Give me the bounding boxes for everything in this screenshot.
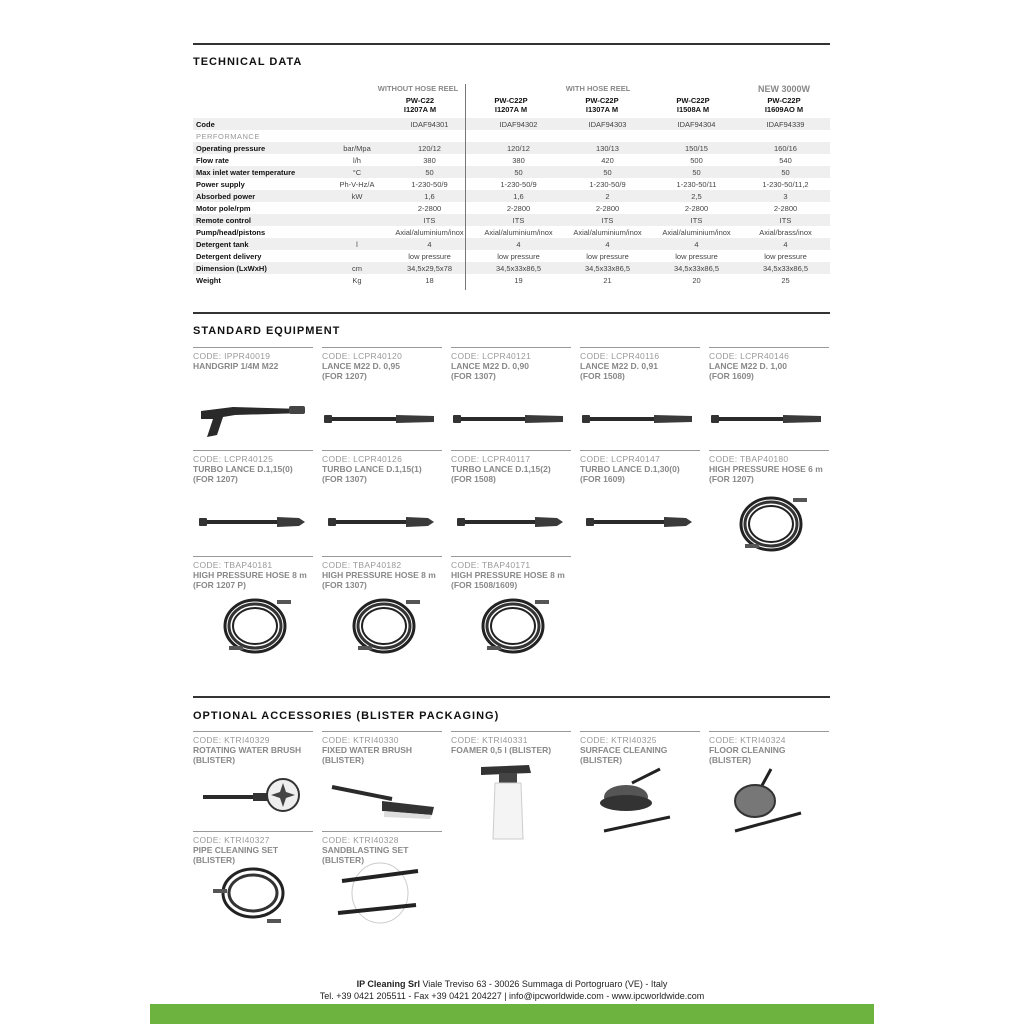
row-unit (329, 118, 385, 130)
product-divider (193, 731, 313, 732)
brand-color-bar (150, 1004, 874, 1024)
table-row (193, 190, 830, 202)
group-new-3000w: NEW 3000W (757, 84, 810, 94)
table-row (193, 130, 830, 142)
optional-accessories-title: OPTIONAL ACCESSORIES (BLISTER PACKAGING) (193, 710, 500, 722)
product-divider (451, 556, 571, 557)
row-value: 1,6 (474, 190, 563, 202)
product-card (193, 731, 313, 765)
model-name-line: PW-C22P (585, 96, 619, 105)
footer-contacts: Tel. +39 0421 205511 - Fax +39 0421 204227 | info@ipcworldwide.com - www.ipcworldwide.com (319, 991, 705, 1001)
product-card (451, 731, 571, 755)
foamer-icon (451, 755, 571, 850)
surface-cleaner-icon (580, 761, 700, 846)
product-code: CODE: LCPR40146 (709, 351, 790, 361)
row-value: 34,5x33x86,5 (563, 262, 652, 274)
row-value: 150/15 (652, 142, 741, 154)
hose-icon (451, 590, 571, 665)
product-card (709, 450, 829, 484)
company-address: Viale Treviso 63 - 30026 Summaga di Portogruaro (VE) - Italy (419, 979, 668, 989)
row-unit: l/h (353, 155, 361, 165)
row-value: 420 (601, 155, 614, 165)
row-value (652, 130, 741, 142)
product-card (322, 450, 442, 484)
product-card (322, 731, 442, 765)
row-value: 34,5x29,5x78 (385, 262, 474, 274)
model-name-line: I1609AO M (764, 105, 804, 114)
standard-equipment-title: STANDARD EQUIPMENT (193, 325, 341, 337)
product-divider (193, 831, 313, 832)
product-card (322, 556, 442, 590)
row-value: ITS (652, 214, 741, 226)
product-card (709, 731, 829, 765)
rotating-brush-icon (193, 767, 313, 832)
product-code: CODE: TBAP40180 (709, 454, 789, 464)
row-value: 1,6 (385, 190, 474, 202)
row-value: ITS (563, 214, 652, 226)
row-value: Axial/aluminium/inox (395, 227, 464, 237)
row-value: 50 (385, 166, 474, 178)
row-value: ITS (385, 214, 474, 226)
row-value: 4 (385, 238, 474, 250)
row-value: 34,5x33x86,5 (474, 262, 563, 274)
row-value: ITS (474, 214, 563, 226)
model-name-line: PW-C22 (405, 96, 435, 105)
product-name: HIGH PRESSURE HOSE 8 m (FOR 1207 P) (193, 570, 307, 590)
row-unit (329, 202, 385, 214)
product-code: CODE: LCPR40117 (451, 454, 531, 464)
product-divider (193, 556, 313, 557)
product-divider (709, 347, 829, 348)
product-divider (451, 731, 571, 732)
product-divider (451, 450, 571, 451)
row-unit: l (329, 238, 385, 250)
row-label: Weight (196, 275, 221, 285)
table-row (193, 274, 830, 286)
product-name: LANCE M22 D. 0,95 (FOR 1207) (322, 361, 400, 381)
row-value: 50 (474, 166, 563, 178)
row-value: Axial/aluminium/inox (573, 227, 642, 237)
row-label: Code (193, 118, 329, 130)
row-label: Dimension (LxWxH) (193, 262, 329, 274)
hose-icon (193, 590, 313, 665)
pipe-cleaning-icon (193, 859, 313, 934)
hose-icon (709, 488, 829, 563)
product-card (709, 347, 829, 381)
row-label: PERFORMANCE (196, 131, 260, 141)
product-code: CODE: LCPR40121 (451, 351, 532, 361)
product-card (451, 450, 571, 484)
model-name (740, 96, 828, 114)
row-value: 50 (563, 166, 652, 178)
group-with-hose-reel: WITH HOSE REEL (565, 84, 631, 93)
model-name (649, 96, 737, 114)
product-divider (322, 831, 442, 832)
product-code: CODE: TBAP40181 (193, 560, 273, 570)
product-name: LANCE M22 D. 0,90 (FOR 1307) (451, 361, 529, 381)
row-value: low pressure (675, 251, 718, 261)
row-value: 1-230-50/9 (500, 179, 537, 189)
product-name: HIGH PRESSURE HOSE 6 m (FOR 1207) (709, 464, 823, 484)
product-name: HIGH PRESSURE HOSE 8 m (FOR 1508/1609) (451, 570, 565, 590)
table-row (193, 166, 830, 178)
sandblasting-icon (322, 855, 442, 940)
row-unit: °C (329, 166, 385, 178)
model-name-line: I1508A M (676, 105, 710, 114)
footer (0, 978, 1024, 1002)
row-value: 4 (652, 238, 741, 250)
row-label: Absorbed power (193, 190, 329, 202)
product-name: LANCE M22 D. 0,91 (FOR 1508) (580, 361, 658, 381)
row-value: 2-2800 (595, 203, 620, 213)
product-name: FLOOR CLEANING (BLISTER) (709, 745, 786, 765)
row-value: 19 (514, 275, 523, 285)
table-row (193, 262, 830, 274)
row-value: low pressure (586, 251, 629, 261)
specs-table (193, 118, 830, 286)
row-value: 500 (690, 155, 703, 165)
row-value: 50 (652, 166, 741, 178)
product-card (322, 831, 442, 865)
row-value: Axial/brass/inox (759, 227, 812, 237)
row-value: 2-2800 (417, 203, 442, 213)
row-value: 50 (741, 166, 830, 178)
product-divider (193, 450, 313, 451)
model-name (558, 96, 646, 114)
row-value: 1-230-50/9 (589, 179, 626, 189)
row-label: Flow rate (196, 155, 229, 165)
product-card (193, 831, 313, 865)
row-unit: bar/Mpa (329, 142, 385, 154)
row-value: 4 (741, 238, 830, 250)
row-value: 1-230-50/11,2 (762, 179, 809, 189)
product-name: FIXED WATER BRUSH (BLISTER) (322, 745, 413, 765)
product-name: TURBO LANCE D.1,30(0) (FOR 1609) (580, 464, 680, 484)
table-row (193, 238, 830, 250)
row-value: 2-2800 (506, 203, 531, 213)
row-value: 540 (779, 155, 792, 165)
product-name: HIGH PRESSURE HOSE 8 m (FOR 1307) (322, 570, 436, 590)
row-value: IDAF94302 (474, 118, 563, 130)
row-value: low pressure (408, 251, 451, 261)
row-value: 1-230-50/9 (411, 179, 448, 189)
table-row (193, 250, 830, 262)
product-code: CODE: KTRI40327 (193, 835, 270, 845)
product-code: CODE: LCPR40125 (193, 454, 274, 464)
row-value: low pressure (497, 251, 540, 261)
row-value (385, 130, 474, 142)
floor-cleaner-icon (709, 761, 829, 846)
row-unit (329, 226, 385, 238)
row-label: Detergent delivery (196, 251, 262, 261)
section-rule (193, 696, 830, 698)
product-code: CODE: TBAP40171 (451, 560, 531, 570)
row-value: 34,5x33x86,5 (652, 262, 741, 274)
product-divider (580, 347, 700, 348)
technical-data-title: TECHNICAL DATA (193, 56, 303, 68)
product-card (322, 347, 442, 381)
lance-icon (709, 399, 829, 444)
product-card (580, 450, 700, 484)
product-code: CODE: KTRI40328 (322, 835, 399, 845)
row-value (563, 130, 652, 142)
row-unit: Kg (352, 275, 362, 285)
row-unit (329, 250, 385, 262)
table-row (193, 214, 830, 226)
product-divider (580, 450, 700, 451)
table-row (193, 154, 830, 166)
row-unit: cm (329, 262, 385, 274)
table-row (193, 178, 830, 190)
section-rule (193, 43, 830, 45)
table-row (193, 202, 830, 214)
row-value: Axial/aluminium/inox (484, 227, 553, 237)
row-unit (329, 214, 385, 226)
product-code: CODE: LCPR40126 (322, 454, 403, 464)
product-divider (451, 347, 571, 348)
product-divider (193, 347, 313, 348)
product-name: ROTATING WATER BRUSH (BLISTER) (193, 745, 302, 765)
product-code: CODE: KTRI40331 (451, 735, 528, 745)
row-label: Power supply (196, 179, 245, 189)
product-code: CODE: LCPR40116 (580, 351, 660, 361)
row-value: 3 (741, 190, 830, 202)
technical-data-table (193, 84, 830, 286)
row-value: 20 (692, 275, 701, 285)
row-label: Motor pole/rpm (196, 203, 251, 213)
product-card (580, 347, 700, 381)
table-row (193, 142, 830, 154)
row-value: 21 (603, 275, 612, 285)
row-value: 120/12 (385, 142, 474, 154)
product-name: SURFACE CLEANING (BLISTER) (580, 745, 668, 765)
product-card (193, 347, 313, 371)
product-name: PIPE CLEANING SET (BLISTER) (193, 845, 279, 865)
product-code: CODE: KTRI40329 (193, 735, 270, 745)
product-code: CODE: TBAP40182 (322, 560, 402, 570)
row-value (474, 130, 563, 142)
lance-icon (451, 399, 571, 444)
row-label: Detergent tank (193, 238, 329, 250)
product-name: TURBO LANCE D.1,15(0) (FOR 1207) (193, 464, 293, 484)
product-divider (322, 347, 442, 348)
table-divider (465, 84, 466, 290)
product-code: CODE: LCPR40147 (580, 454, 661, 464)
product-divider (709, 731, 829, 732)
row-value (741, 130, 830, 142)
turbo-lance-icon (193, 502, 313, 547)
table-row (193, 118, 830, 130)
lance-icon (322, 399, 442, 444)
row-value: 380 (512, 155, 525, 165)
row-value: IDAF94301 (385, 118, 474, 130)
row-unit (329, 130, 385, 142)
row-label: Max inlet water temperature (193, 166, 329, 178)
turbo-lance-icon (322, 502, 442, 547)
table-group-header (193, 84, 830, 96)
product-name: HANDGRIP 1/4M M22 (193, 361, 279, 371)
row-value: 130/13 (563, 142, 652, 154)
model-name (467, 96, 555, 114)
table-row (193, 226, 830, 238)
product-name: FOAMER 0,5 l (BLISTER) (451, 745, 552, 755)
row-label: Remote control (193, 214, 329, 226)
model-name-line: PW-C22P (494, 96, 528, 105)
product-divider (322, 731, 442, 732)
product-name: TURBO LANCE D.1,15(2) (FOR 1508) (451, 464, 551, 484)
row-label: Operating pressure (193, 142, 329, 154)
model-name (376, 96, 464, 114)
product-divider (322, 450, 442, 451)
model-header-row (193, 96, 830, 118)
row-value: 120/12 (474, 142, 563, 154)
row-value: IDAF94339 (741, 118, 830, 130)
lance-icon (580, 399, 700, 444)
row-unit: Ph-V-Hz/A (339, 179, 375, 189)
turbo-lance-icon (580, 502, 700, 547)
row-value: 2,5 (652, 190, 741, 202)
product-card (451, 556, 571, 590)
model-name-line: PW-C22P (767, 96, 801, 105)
product-code: CODE: KTRI40324 (709, 735, 786, 745)
row-value: low pressure (764, 251, 807, 261)
row-value: Axial/aluminium/inox (662, 227, 731, 237)
row-value: 25 (781, 275, 790, 285)
product-code: CODE: LCPR40120 (322, 351, 403, 361)
company-name: IP Cleaning Srl (356, 979, 420, 989)
fixed-brush-icon (322, 767, 442, 832)
row-value: 380 (423, 155, 436, 165)
row-value: 2 (563, 190, 652, 202)
row-value: 18 (425, 275, 434, 285)
row-value: ITS (741, 214, 830, 226)
product-name: LANCE M22 D. 1,00 (FOR 1609) (709, 361, 787, 381)
row-value: 1-230-50/11 (676, 179, 717, 189)
group-without-hose-reel: WITHOUT HOSE REEL (377, 84, 459, 93)
row-label: Pump/head/pistons (196, 227, 266, 237)
product-code: CODE: IPPR40019 (193, 351, 271, 361)
turbo-lance-icon (451, 502, 571, 547)
product-name: SANDBLASTING SET (BLISTER) (322, 845, 409, 865)
product-card (580, 731, 700, 765)
section-rule (193, 312, 830, 314)
model-name-line: I1207A M (494, 105, 528, 114)
row-value: 4 (563, 238, 652, 250)
product-card (451, 347, 571, 381)
product-code: CODE: KTRI40330 (322, 735, 399, 745)
row-value: 34,5x33x86,5 (741, 262, 830, 274)
product-divider (580, 731, 700, 732)
product-divider (709, 450, 829, 451)
row-unit: kW (329, 190, 385, 202)
model-name-line: PW-C22P (676, 96, 710, 105)
row-value: 2-2800 (773, 203, 798, 213)
row-value: IDAF94303 (563, 118, 652, 130)
row-value: 160/16 (741, 142, 830, 154)
row-value: 2-2800 (684, 203, 709, 213)
row-value: IDAF94304 (652, 118, 741, 130)
product-name: TURBO LANCE D.1,15(1) (FOR 1307) (322, 464, 422, 484)
model-name-line: I1207A M (403, 105, 437, 114)
model-name-line: I1307A M (585, 105, 619, 114)
footer-address-line (0, 978, 1024, 990)
handgrip-icon (193, 389, 313, 454)
product-code: CODE: KTRI40325 (580, 735, 657, 745)
product-card (193, 556, 313, 590)
product-divider (322, 556, 442, 557)
product-card (193, 450, 313, 484)
row-value: 4 (474, 238, 563, 250)
hose-icon (322, 590, 442, 665)
